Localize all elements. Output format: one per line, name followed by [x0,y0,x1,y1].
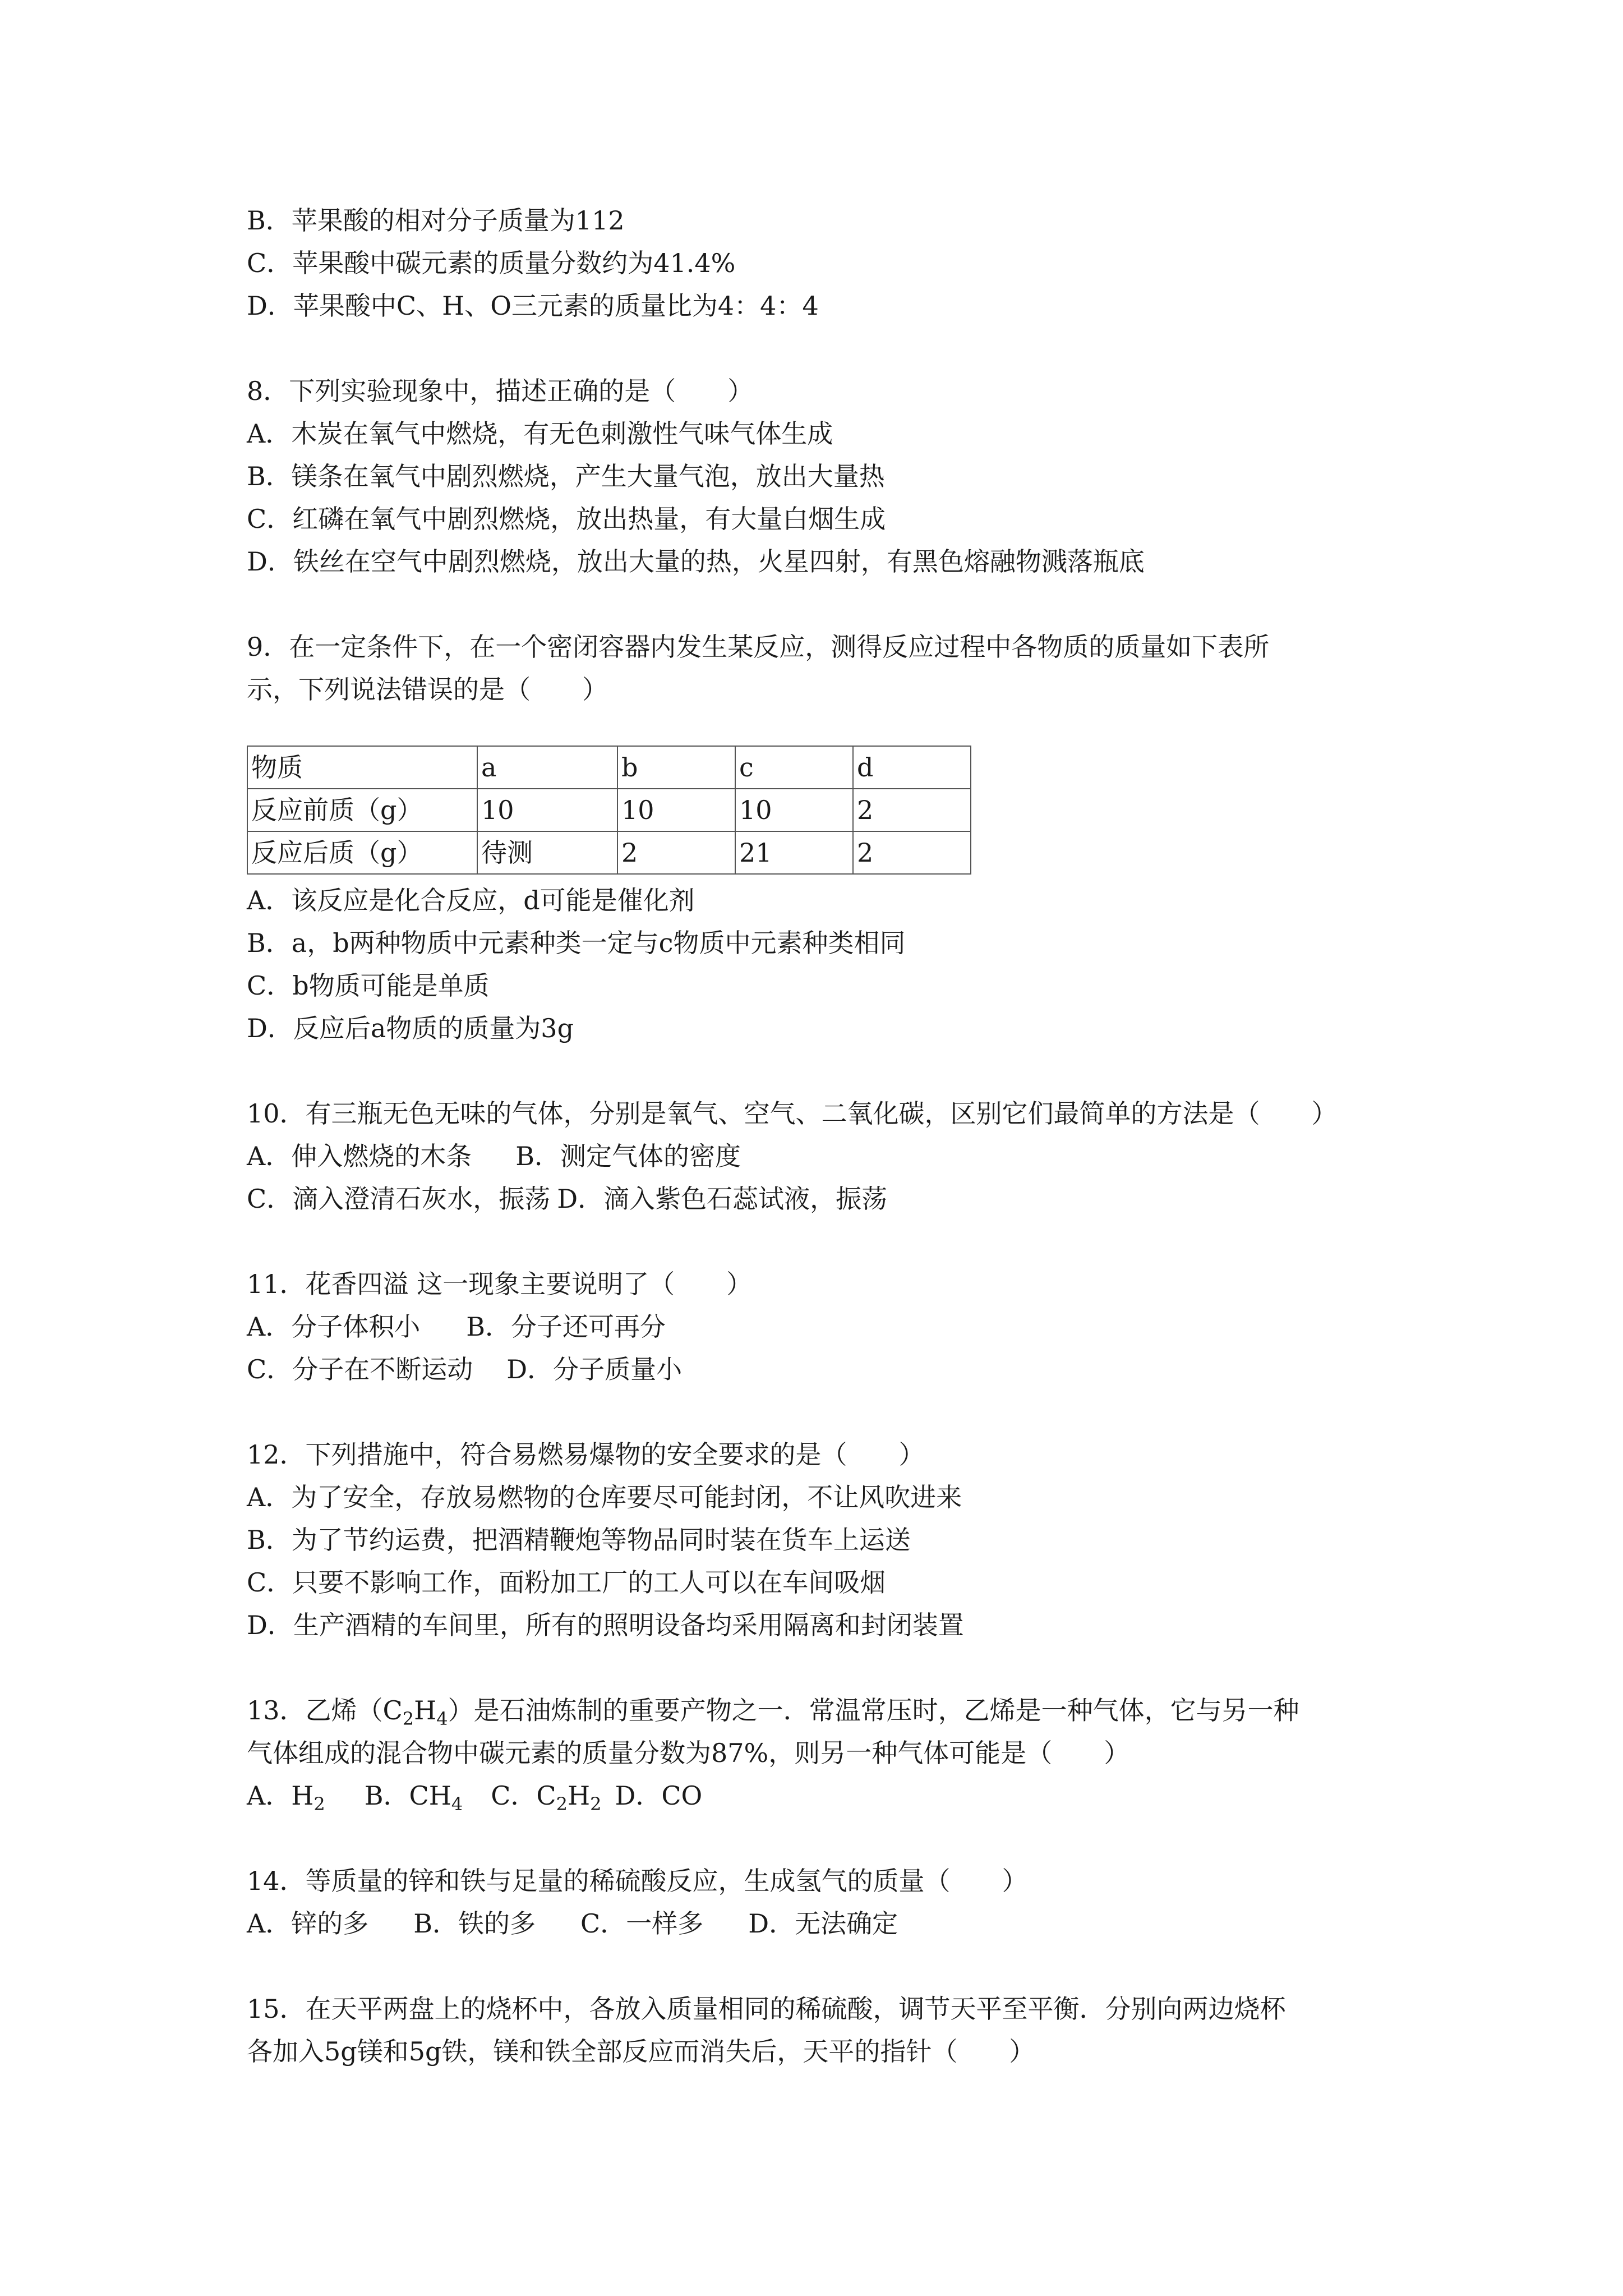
table-cell: 物质 [247,746,477,789]
option-c: C．一样多 [580,1908,704,1939]
option-a: A．该反应是化合反应，d可能是催化剂 [247,885,695,915]
option-d: D．铁丝在空气中剧烈燃烧，放出大量的热，火星四射，有黑色熔融物溅落瓶底 [247,546,1145,577]
option-b: B．测定气体的密度 [515,1141,741,1171]
question-stem: 8．下列实验现象中，描述正确的是（ ） [247,376,754,406]
table-cell: 2 [617,831,735,874]
option-b: B．为了节约运费，把酒精鞭炮等物品同时装在货车上运送 [247,1525,911,1555]
option-b: B．a，b两种物质中元素种类一定与c物质中元素种类相同 [247,928,906,958]
question-11 [247,1263,1402,1391]
table-cell: d [853,746,971,789]
table-cell: 10 [477,789,617,831]
option-a: A．锌的多 [247,1908,369,1939]
question-stem: 12．下列措施中，符合易燃易爆物的安全要求的是（ ） [247,1439,925,1470]
option-d: D．苹果酸中C、H、O三元素的质量比为4：4：4 [247,291,819,321]
table-header-row [247,746,971,789]
question-14 [247,1860,1402,1945]
option-b: B．镁条在氧气中剧烈燃烧，产生大量气泡，放出大量热 [247,461,885,491]
option-c: C．苹果酸中碳元素的质量分数约为41.4% [247,248,736,278]
question-10 [247,1092,1402,1220]
table-cell: 2 [853,831,971,874]
subscript: 4 [436,1708,448,1729]
table-cell: b [617,746,735,789]
question-list [247,199,1402,2073]
option-d: D．反应后a物质的质量为3g [247,1013,574,1043]
option-d: D．滴入紫色石蕊试液，振荡 [557,1184,888,1214]
options-row [247,1902,1402,1945]
option-b: B．苹果酸的相对分子质量为112 [247,205,625,236]
table-cell: 10 [617,789,735,831]
question-stem-line-1: 15．在天平两盘上的烧杯中，各放入质量相同的稀硫酸，调节天平至平衡．分别向两边烧杯 [247,1994,1286,2024]
table-cell: c [735,746,853,789]
mass-table [247,746,971,875]
option-text: B．CH [364,1780,451,1811]
question-stem: 11．花香四溢 这一现象主要说明了（ ） [247,1269,753,1299]
options-row-2 [247,1348,1402,1391]
option-a: A．木炭在氧气中燃烧，有无色刺激性气味气体生成 [247,418,833,449]
option-b [364,1780,463,1815]
option-c: C．b物质可能是单质 [247,970,490,1001]
options-row [247,1774,1402,1817]
question-stem-line-2: 气体组成的混合物中碳元素的质量分数为87%，则另一种气体可能是（ ） [247,1738,1130,1768]
table-cell: 21 [735,831,853,874]
table-row [247,789,971,831]
option-text: C．C [491,1780,556,1811]
question-13 [247,1689,1402,1817]
option-c: C．滴入澄清石灰水，振荡 [247,1184,551,1214]
option-c: C．只要不影响工作，面粉加工厂的工人可以在车间吸烟 [247,1567,886,1598]
question-9 [247,625,1402,1050]
table-row [247,831,971,874]
table-cell: 待测 [477,831,617,874]
question-stem: 10．有三瓶无色无味的气体，分别是氧气、空气、二氧化碳，区别它们最简单的方法是（ ） [247,1098,1338,1129]
subscript: 4 [451,1793,463,1815]
table-cell: a [477,746,617,789]
stem-text: ）是石油炼制的重要产物之一．常温常压时，乙烯是一种气体，它与另一种 [448,1695,1299,1726]
subscript: 2 [313,1793,325,1815]
stem-text: H [414,1695,437,1726]
options-row-1 [247,1305,1402,1348]
table-cell: 2 [853,789,971,831]
question-12 [247,1433,1402,1646]
option-a: A．伸入燃烧的木条 [247,1141,472,1171]
option-d: D．无法确定 [748,1908,898,1939]
option-d: D．CO [615,1780,703,1811]
question-stem: 14．等质量的锌和铁与足量的稀硫酸反应，生成氢气的质量（ ） [247,1866,1028,1896]
option-text: H [567,1780,591,1811]
table-cell: 反应前质（g） [247,789,477,831]
subscript: 2 [590,1793,602,1815]
subscript: 2 [402,1708,414,1729]
question-stem-line-1 [247,1689,1402,1732]
options-row-1 [247,1135,1402,1177]
option-c: C．分子在不断运动 [247,1354,473,1384]
table-cell: 反应后质（g） [247,831,477,874]
option-d: D．分子质量小 [506,1354,683,1384]
option-a [247,1780,325,1815]
stem-text: 13．乙烯（C [247,1695,403,1726]
option-a: A．分子体积小 [247,1312,421,1342]
question-15 [247,1987,1402,2073]
subscript: 2 [556,1793,568,1815]
option-d: D．生产酒精的车间里，所有的照明设备均采用隔离和封闭装置 [247,1610,964,1640]
option-b: B．铁的多 [413,1908,536,1939]
question-stem-line-1: 9．在一定条件下，在一个密闭容器内发生某反应，测得反应过程中各物质的质量如下表所 [247,632,1270,662]
option-b: B．分子还可再分 [466,1312,666,1342]
option-c [491,1780,602,1815]
option-text: A．H [247,1780,314,1811]
question-8 [247,370,1402,583]
question-stem-line-2: 各加入5g镁和5g铁，镁和铁全部反应而消失后，天平的指针（ ） [247,2036,1035,2067]
option-c: C．红磷在氧气中剧烈燃烧，放出热量，有大量白烟生成 [247,504,886,534]
table-cell: 10 [735,789,853,831]
options-row-2 [247,1177,1402,1220]
option-a: A．为了安全，存放易燃物的仓库要尽可能封闭，不让风吹进来 [247,1482,962,1512]
question-7-tail [247,199,1402,327]
question-stem-line-2: 示，下列说法错误的是（ ） [247,674,608,705]
